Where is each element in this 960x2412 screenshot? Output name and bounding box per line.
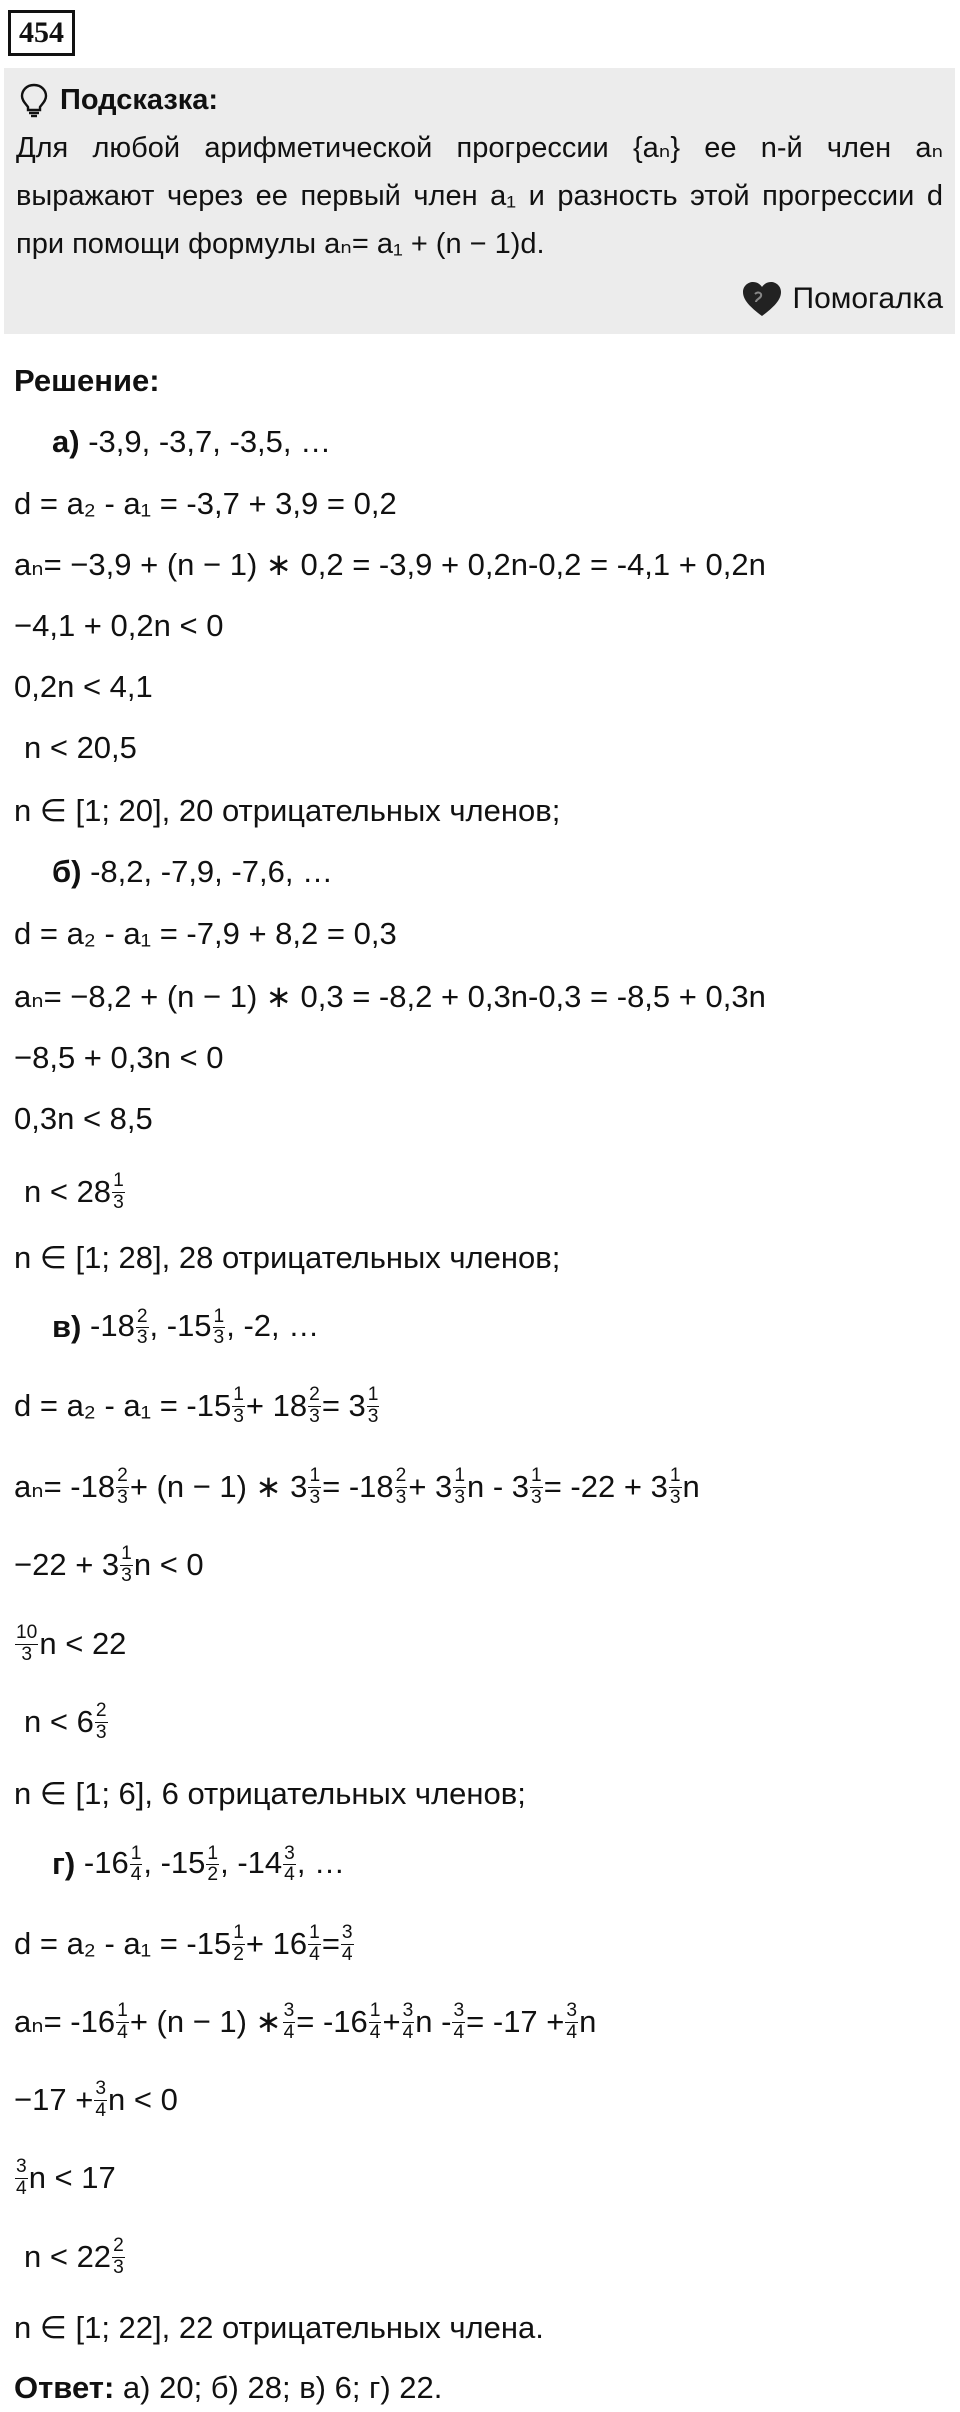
part-v-seq: в) -18 $\frac{2}{3}$ , -15 $\frac{1}{3}$ , -2, … xyxy=(52,1305,320,1349)
part-b-result: n ∈ [1; 28], 28 отрицательных членов; xyxy=(14,1240,561,1275)
part-g-seq: г) -16 $\frac{1}{4}$ , -15 $\frac{1}{2}$ , -14 $\frac{3}{4}$ , … xyxy=(52,1842,346,1886)
part-b-ineq1: −8,5 + 0,3n < 0 xyxy=(14,1040,224,1075)
part-g-d: d = a₂ - a₁ = -15 1 2 + 16 1 4 = 3 4 xyxy=(14,1922,353,1965)
part-a-result: n ∈ [1; 20], 20 отрицательных членов; xyxy=(14,793,561,828)
part-v-ineq2: 10 3 n < 22 xyxy=(16,1622,127,1665)
part-a-seq: а) -3,9, -3,7, -3,5, … xyxy=(52,424,332,459)
heart-icon xyxy=(741,280,783,318)
part-b-an: aₙ= −8,2 + (n − 1) ∗ 0,3 = -8,2 + 0,3n-0,3 = -8,5 + 0,3n xyxy=(14,979,766,1014)
part-v-d: d = a₂ - a₁ = -15 1 3 + 18 2 3 = 3 1 3 xyxy=(14,1384,379,1427)
part-a-an: aₙ= −3,9 + (n − 1) ∗ 0,2 = -3,9 + 0,2n-0,2 = -4,1 + 0,2n xyxy=(14,547,766,582)
hint-panel xyxy=(4,68,955,334)
part-g-an: aₙ= -16 1 4 + (n − 1) ∗ 3 4 = -16 1 4 + 3 4 n - 3 4 = -17 + 3 4 n xyxy=(14,2000,597,2043)
part-v-result: n ∈ [1; 6], 6 отрицательных членов; xyxy=(14,1776,526,1811)
answer: Ответ: а) 20; б) 28; в) 6; г) 22. xyxy=(14,2370,443,2405)
part-g-ineq1: −17 + 3 4 n < 0 xyxy=(14,2078,178,2121)
part-b-d: d = a₂ - a₁ = -7,9 + 8,2 = 0,3 xyxy=(14,916,397,951)
part-g-result: n ∈ [1; 22], 22 отрицательных члена. xyxy=(14,2310,544,2345)
solution-heading: Решение: xyxy=(14,363,160,398)
part-b-ineq2: 0,3n < 8,5 xyxy=(14,1101,153,1136)
task-number: 454 xyxy=(8,10,75,56)
part-a-ineq2: 0,2n < 4,1 xyxy=(14,669,153,704)
part-v-an: aₙ= -18 2 3 + (n − 1) ∗ 3 1 3 = -18 2 3 + 3 1 3 n - 3 1 3 = -22 + 3 1 3 n xyxy=(14,1465,700,1508)
part-a-ineq3: n < 20,5 xyxy=(24,730,137,765)
part-b-ineq3: n < 28 1 3 xyxy=(24,1170,124,1213)
part-a-d: d = a₂ - a₁ = -3,7 + 3,9 = 0,2 xyxy=(14,486,397,521)
part-v-ineq1: −22 + 3 1 3 n < 0 xyxy=(14,1543,204,1586)
brand-name: Помогалка xyxy=(792,282,943,315)
part-g-ineq3: n < 22 2 3 xyxy=(24,2235,124,2278)
part-g-ineq2: 3 4 n < 17 xyxy=(16,2156,116,2199)
brand xyxy=(741,280,944,318)
part-a-ineq1: −4,1 + 0,2n < 0 xyxy=(14,608,224,643)
part-v-ineq3: n < 6 2 3 xyxy=(24,1700,107,1743)
part-b-seq: б) -8,2, -7,9, -7,6, … xyxy=(52,854,334,889)
lightbulb-icon xyxy=(16,82,52,118)
hint-text: Для любой арифметической прогрессии {aₙ} ее n-й член aₙ выражают через ее первый член a₁ и разность этой прогрессии d при помощи формулы aₙ= a₁ + (n − 1)d. xyxy=(16,132,943,260)
hint-title: Подсказка: xyxy=(60,83,219,116)
